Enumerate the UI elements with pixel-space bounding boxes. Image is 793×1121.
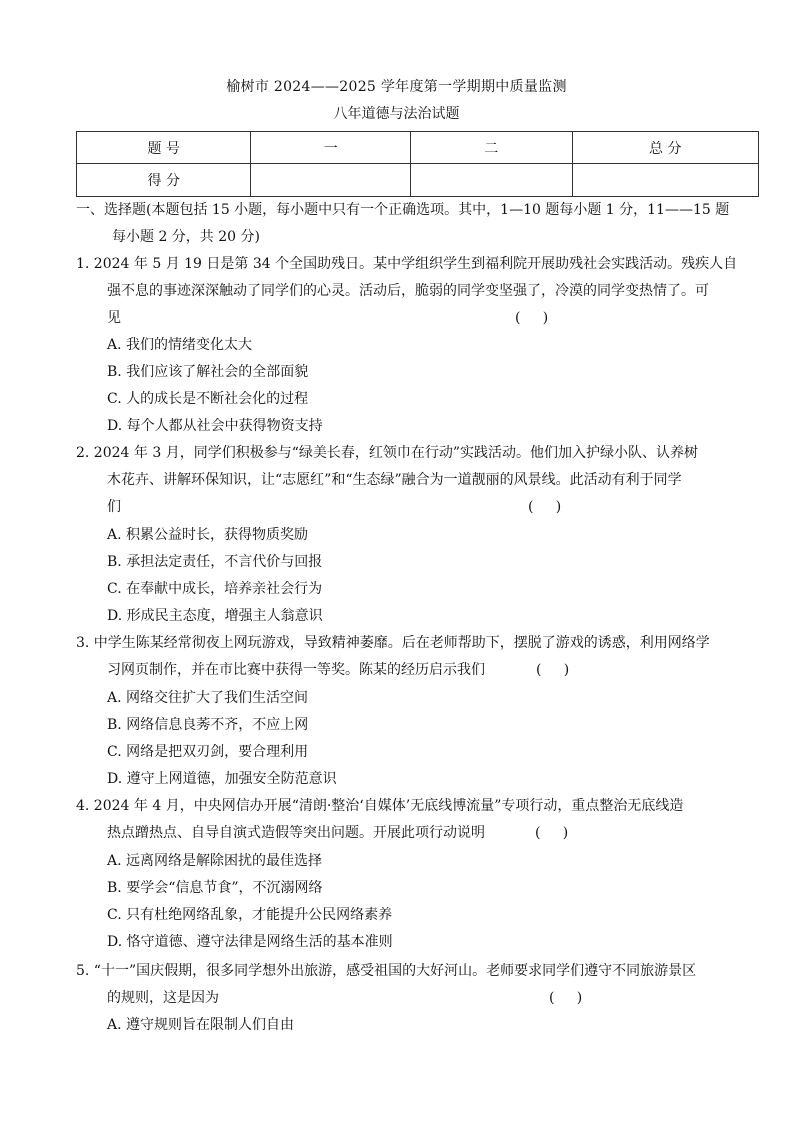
question-4-answer-blank: ( ): [535, 825, 569, 841]
question-5-line-1: 5. “十一”国庆假期，很多同学想外出旅游，感受祖国的大好河山。老师要求同学们遵守不同旅游景区: [76, 963, 697, 979]
question-2-line-3: 们: [107, 499, 121, 515]
question-5-answer-blank: ( ): [549, 990, 583, 1006]
question-3-option-c: C. 网络是把双刃剑，要合理利用: [107, 744, 309, 760]
question-1-answer-blank: ( ): [515, 310, 549, 326]
question-1-line-3: 见: [107, 310, 121, 326]
cell-score-label: 得 分: [77, 164, 251, 197]
cell-question-number-label: 题 号: [77, 132, 251, 164]
question-3-answer-blank: ( ): [536, 662, 570, 678]
question-3-option-d: D. 遵守上网道德，加强安全防范意识: [107, 771, 337, 787]
question-2-line-2: 木花卉、讲解环保知识，让“志愿红”和“生态绿”融合为一道靓丽的风景线。此活动有利于同学: [107, 472, 682, 488]
exam-title: 榆树市 2024——2025 学年度第一学期期中质量监测: [226, 79, 567, 95]
question-1-option-a: A. 我们的情绪变化太大: [107, 337, 253, 353]
question-2-option-a: A. 积累公益时长，获得物质奖励: [107, 527, 309, 543]
question-1-option-d: D. 每个人都从社会中获得物资支持: [107, 418, 323, 434]
section-heading: 一、选择题(本题包括 15 小题，每小题中只有一个正确选项。其中，1—10 题每小题 1 分，11——15 题: [76, 202, 730, 218]
question-3-line-1: 3. 中学生陈某经常彻夜上网玩游戏，导致精神萎靡。后在老师帮助下，摆脱了游戏的诱惑，利用网络学: [76, 635, 710, 651]
question-2-line-1: 2. 2024 年 3 月，同学们积极参与“绿美长春，红领巾在行动”实践活动。他们加入护绿小队、认养树: [76, 445, 699, 461]
question-1-option-b: B. 我们应该了解社会的全部面貌: [107, 364, 309, 380]
score-table: [76, 131, 759, 197]
question-3-option-a: A. 网络交往扩大了我们生活空间: [107, 690, 309, 706]
question-4-option-d: D. 恪守道德、遵守法律是网络生活的基本准则: [107, 934, 393, 950]
question-2-option-d: D. 形成民主态度，增强主人翁意识: [107, 608, 323, 624]
cell-section-one: 一: [251, 132, 411, 164]
question-4-line-2: 热点蹭热点、自导自演式造假等突出问题。开展此项行动说明: [107, 825, 485, 841]
question-4-option-c: C. 只有杜绝网络乱象，才能提升公民网络素养: [107, 907, 393, 923]
question-1-option-c: C. 人的成长是不断社会化的过程: [107, 391, 309, 407]
cell-section-two: 二: [411, 132, 573, 164]
question-3-line-2: 习网页制作，并在市比赛中获得一等奖。陈某的经历启示我们: [107, 662, 485, 678]
score-table-score-row: [77, 164, 759, 197]
cell-score-total: [572, 164, 758, 197]
question-4-line-1: 4. 2024 年 4 月，中央网信办开展“清朗·整治‘自媒体’无底线博流量”专项行动，重点整治无底线造: [76, 798, 684, 814]
question-1-line-2: 强不息的事迹深深触动了同学们的心灵。活动后，脆弱的同学变坚强了，冷漠的同学变热情了。可: [107, 283, 709, 299]
question-2-option-b: B. 承担法定责任，不言代价与回报: [107, 554, 323, 570]
question-4-option-b: B. 要学会“信息节食”，不沉溺网络: [107, 880, 323, 896]
question-1-line-1: 1. 2024 年 5 月 19 日是第 34 个全国助残日。某中学组织学生到福利院开展助残社会实践活动。残疾人自: [76, 256, 738, 272]
cell-score-two: [411, 164, 573, 197]
cell-total-label: 总 分: [572, 132, 758, 164]
question-3-option-b: B. 网络信息良莠不齐，不应上网: [107, 717, 309, 733]
question-5-option-a: A. 遵守规则旨在限制人们自由: [107, 1017, 295, 1033]
question-5-line-2: 的规则，这是因为: [107, 990, 219, 1006]
question-2-option-c: C. 在奉献中成长，培养亲社会行为: [107, 581, 323, 597]
score-table-header-row: [77, 132, 759, 164]
exam-subtitle: 八年道德与法治试题: [333, 106, 460, 122]
cell-score-one: [251, 164, 411, 197]
question-2-answer-blank: ( ): [528, 499, 562, 515]
question-4-option-a: A. 远离网络是解除困扰的最佳选择: [107, 853, 323, 869]
section-heading-cont: 每小题 2 分，共 20 分): [112, 229, 260, 245]
